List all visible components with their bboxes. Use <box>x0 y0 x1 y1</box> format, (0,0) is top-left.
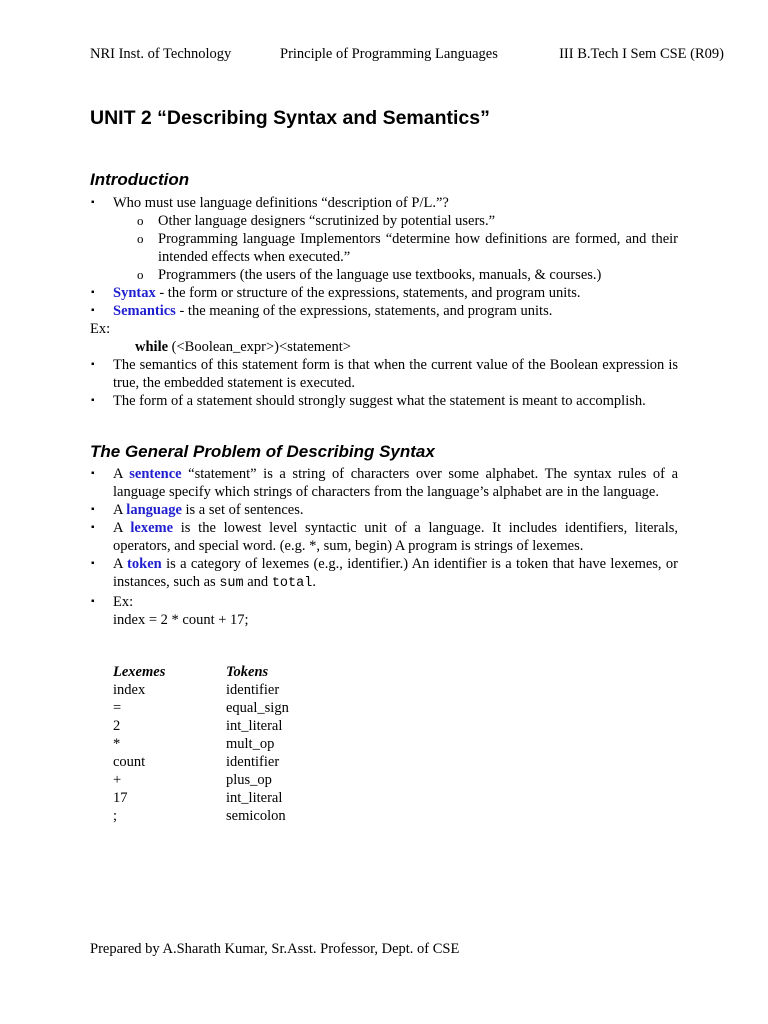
introduction-body <box>90 194 678 410</box>
bullet-marker: ▪ <box>91 287 95 298</box>
list-item-token: ▪ A token is a category of lexemes (e.g., identifier.) An identifier is a token that have lexemes, or instances, such as sum and total. <box>91 556 679 591</box>
header-semester: III B.Tech I Sem CSE (R09) <box>559 46 724 62</box>
token-cell: int_literal <box>226 718 283 734</box>
lexeme-cell: ; <box>113 808 118 824</box>
table-header-row <box>113 663 346 681</box>
list-item-syntax: ▪ Syntax - the form or structure of the expressions, statements, and program units. <box>91 285 581 301</box>
bullet-marker: ▪ <box>91 522 95 533</box>
table-row <box>113 789 346 807</box>
list-item-lexeme: ▪ A lexeme is the lowest level syntactic unit of a language. It includes identifiers, literals, operators, and special word. (e.g. *, sum, begin) A program is strings of lexemes. <box>91 520 678 554</box>
code-sum: sum <box>219 576 244 591</box>
lexeme-cell: index <box>113 682 146 698</box>
table-row <box>113 681 346 699</box>
term-semantics: Semantics <box>113 303 176 319</box>
token-cell: mult_op <box>226 736 275 752</box>
sub-bullet-marker: o <box>137 231 144 246</box>
list-item-example: ▪ Ex: <box>91 594 134 610</box>
bullet-marker: ▪ <box>91 197 95 208</box>
bullet-marker: ▪ <box>91 468 95 479</box>
sub-bullet-marker: o <box>137 213 144 228</box>
term-syntax: Syntax <box>113 285 156 301</box>
token-cell: equal_sign <box>226 700 289 716</box>
lexeme-cell: 17 <box>113 790 128 806</box>
term-sentence: sentence <box>129 466 182 482</box>
general-problem-body <box>90 465 678 629</box>
code-total: total <box>271 576 313 591</box>
bullet-marker: ▪ <box>91 395 95 406</box>
bullet-marker: ▪ <box>91 558 95 569</box>
code-keyword: while <box>135 339 169 355</box>
token-cell: plus_op <box>226 772 272 788</box>
section-heading-introduction: Introduction <box>90 170 190 189</box>
example-label: Ex: <box>90 321 111 337</box>
lexeme-cell: = <box>113 700 122 716</box>
token-cell: int_literal <box>226 790 283 806</box>
column-header-lexemes: Lexemes <box>113 664 166 680</box>
term-language: language <box>126 502 182 518</box>
lexeme-cell: + <box>113 772 122 788</box>
table-row <box>113 699 346 717</box>
list-item-sentence: ▪ A sentence “statement” is a string of characters over some alphabet. The syntax rules of a language specify which strings of characters from the language’s alphabet are in the language. <box>91 466 679 500</box>
lexeme-cell: count <box>113 754 146 770</box>
page-header <box>90 46 724 66</box>
column-header-tokens: Tokens <box>226 664 269 680</box>
token-cell: identifier <box>226 754 280 770</box>
sub-list-item: o Programmers (the users of the language use textbooks, manuals, & courses.) <box>137 267 602 283</box>
lexeme-token-table <box>113 663 346 825</box>
term-lexeme: lexeme <box>130 520 174 536</box>
table-row <box>113 735 346 753</box>
bullet-marker: ▪ <box>91 305 95 316</box>
term-token: token <box>127 556 162 572</box>
page-title: UNIT 2 “Describing Syntax and Semantics” <box>90 107 490 129</box>
lexeme-cell: 2 <box>113 718 121 734</box>
table-row <box>113 717 346 735</box>
list-item-semantics: ▪ Semantics - the meaning of the expressions, statements, and program units. <box>91 303 553 319</box>
table-row <box>113 807 346 825</box>
token-cell: identifier <box>226 682 280 698</box>
table-row <box>113 771 346 789</box>
lexeme-cell: * <box>113 736 121 752</box>
section-heading-general-problem: The General Problem of Describing Syntax <box>90 442 435 461</box>
sub-bullet-marker: o <box>137 267 144 282</box>
table-row <box>113 753 346 771</box>
bullet-marker: ▪ <box>91 359 95 370</box>
sub-list-item: o Other language designers “scrutinized by potential users.” <box>137 213 496 229</box>
sub-list-item: o Programming language Implementors “determine how definitions are formed, and their intended effects when executed.” <box>137 231 678 265</box>
header-institution: NRI Inst. of Technology <box>90 46 232 62</box>
example-statement: index = 2 * count + 17; <box>113 612 249 628</box>
header-course: Principle of Programming Languages <box>280 46 498 62</box>
token-cell: semicolon <box>226 808 286 824</box>
list-item: ▪ The semantics of this statement form is that when the current value of the Boolean expression is true, the embedded statement is executed. <box>91 357 678 391</box>
list-item-language: ▪ A language is a set of sentences. <box>91 502 304 518</box>
page-footer: Prepared by A.Sharath Kumar, Sr.Asst. Professor, Dept. of CSE <box>90 941 460 957</box>
list-item: ▪ Who must use language definitions “description of P/L.”? <box>91 195 449 211</box>
example-code: while (<Boolean_expr>)<statement> <box>135 339 351 355</box>
list-item: ▪ The form of a statement should strongly suggest what the statement is meant to accomplish. <box>91 393 646 409</box>
bullet-marker: ▪ <box>91 596 95 607</box>
bullet-marker: ▪ <box>91 504 95 515</box>
